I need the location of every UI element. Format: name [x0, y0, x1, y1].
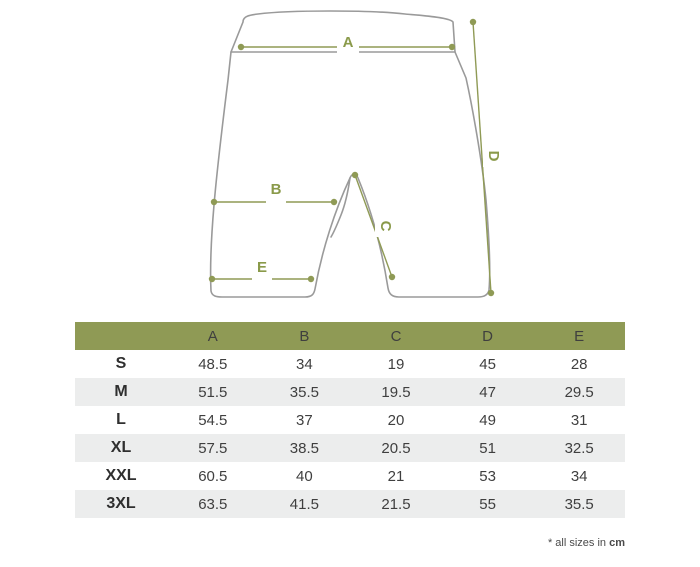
cell-b: 35.5 — [289, 383, 319, 401]
table-row — [75, 462, 625, 490]
cell-c: 21 — [387, 467, 405, 485]
cell-a: 54.5 — [198, 411, 228, 429]
table-body — [75, 350, 625, 518]
dimension-endpoint-d-top — [470, 19, 476, 25]
table-header — [75, 322, 625, 350]
cell-c: 21.5 — [381, 495, 411, 513]
units-footnote — [548, 537, 625, 549]
dimension-lines — [209, 19, 494, 296]
table-header-cell-d: D — [482, 327, 493, 345]
size-label: XXL — [105, 467, 137, 484]
table-header-cell-size — [75, 322, 167, 350]
dimension-endpoint-c-top — [352, 172, 358, 178]
cell-c: 20 — [387, 411, 405, 429]
cell-d: 49 — [479, 411, 496, 429]
units-footnote-unit: cm — [609, 537, 625, 549]
size-label: L — [116, 411, 126, 428]
dimension-label-e: E — [256, 258, 268, 276]
table-header-cell-e: E — [574, 327, 585, 345]
cell-e: 31 — [570, 411, 588, 429]
cell-d: 45 — [479, 355, 496, 373]
cell-b: 40 — [296, 467, 313, 485]
table-row — [75, 490, 625, 518]
cell-e: 35.5 — [564, 495, 594, 513]
cell-d: 51 — [479, 439, 496, 457]
dimension-label-d: D — [485, 150, 503, 162]
cell-d: 47 — [479, 383, 496, 401]
dimension-label-a: A — [342, 33, 354, 51]
table-header-cell-c: C — [390, 327, 402, 345]
cell-e: 34 — [570, 467, 588, 485]
dimension-label-b: B — [270, 180, 282, 198]
cell-e: 32.5 — [564, 439, 594, 457]
table-header-row — [75, 322, 625, 350]
dimension-endpoint-a-right — [449, 44, 455, 50]
cell-a: 57.5 — [198, 439, 228, 457]
size-chart-table — [75, 322, 625, 518]
cell-b: 34 — [296, 355, 313, 373]
cell-b: 41.5 — [289, 495, 319, 513]
table-row — [75, 350, 625, 378]
size-label: XL — [110, 439, 132, 456]
cell-b: 37 — [296, 411, 313, 429]
cell-e: 28 — [570, 355, 588, 373]
dimension-endpoint-b-left — [211, 199, 217, 205]
cell-b: 38.5 — [289, 439, 319, 457]
cell-a: 60.5 — [198, 467, 228, 485]
cell-d: 53 — [479, 467, 496, 485]
size-label: 3XL — [106, 495, 136, 512]
size-label: M — [114, 383, 128, 400]
cell-a: 51.5 — [198, 383, 228, 401]
cell-e: 29.5 — [564, 383, 594, 401]
table-row — [75, 378, 625, 406]
dimension-endpoint-d-bottom — [488, 290, 494, 296]
cell-c: 20.5 — [381, 439, 411, 457]
size-chart-table-wrapper — [75, 322, 625, 518]
units-footnote-prefix: * all sizes in — [547, 537, 610, 549]
cell-c: 19.5 — [381, 383, 411, 401]
table-row — [75, 434, 625, 462]
dimension-label-c: C — [377, 220, 395, 232]
dimension-endpoint-a-left — [238, 44, 244, 50]
dimension-endpoint-e-right — [308, 276, 314, 282]
table-header-cell-b: B — [299, 327, 310, 345]
dimension-endpoint-c-bottom — [389, 274, 395, 280]
table-header-cell-a: A — [207, 327, 218, 345]
cell-a: 63.5 — [198, 495, 228, 513]
table-row — [75, 406, 625, 434]
dimension-endpoint-e-left — [209, 276, 215, 282]
dimension-endpoint-b-right — [331, 199, 337, 205]
cell-d: 55 — [479, 495, 496, 513]
size-label: S — [115, 355, 127, 372]
cell-c: 19 — [387, 355, 405, 373]
cell-a: 48.5 — [198, 355, 228, 373]
